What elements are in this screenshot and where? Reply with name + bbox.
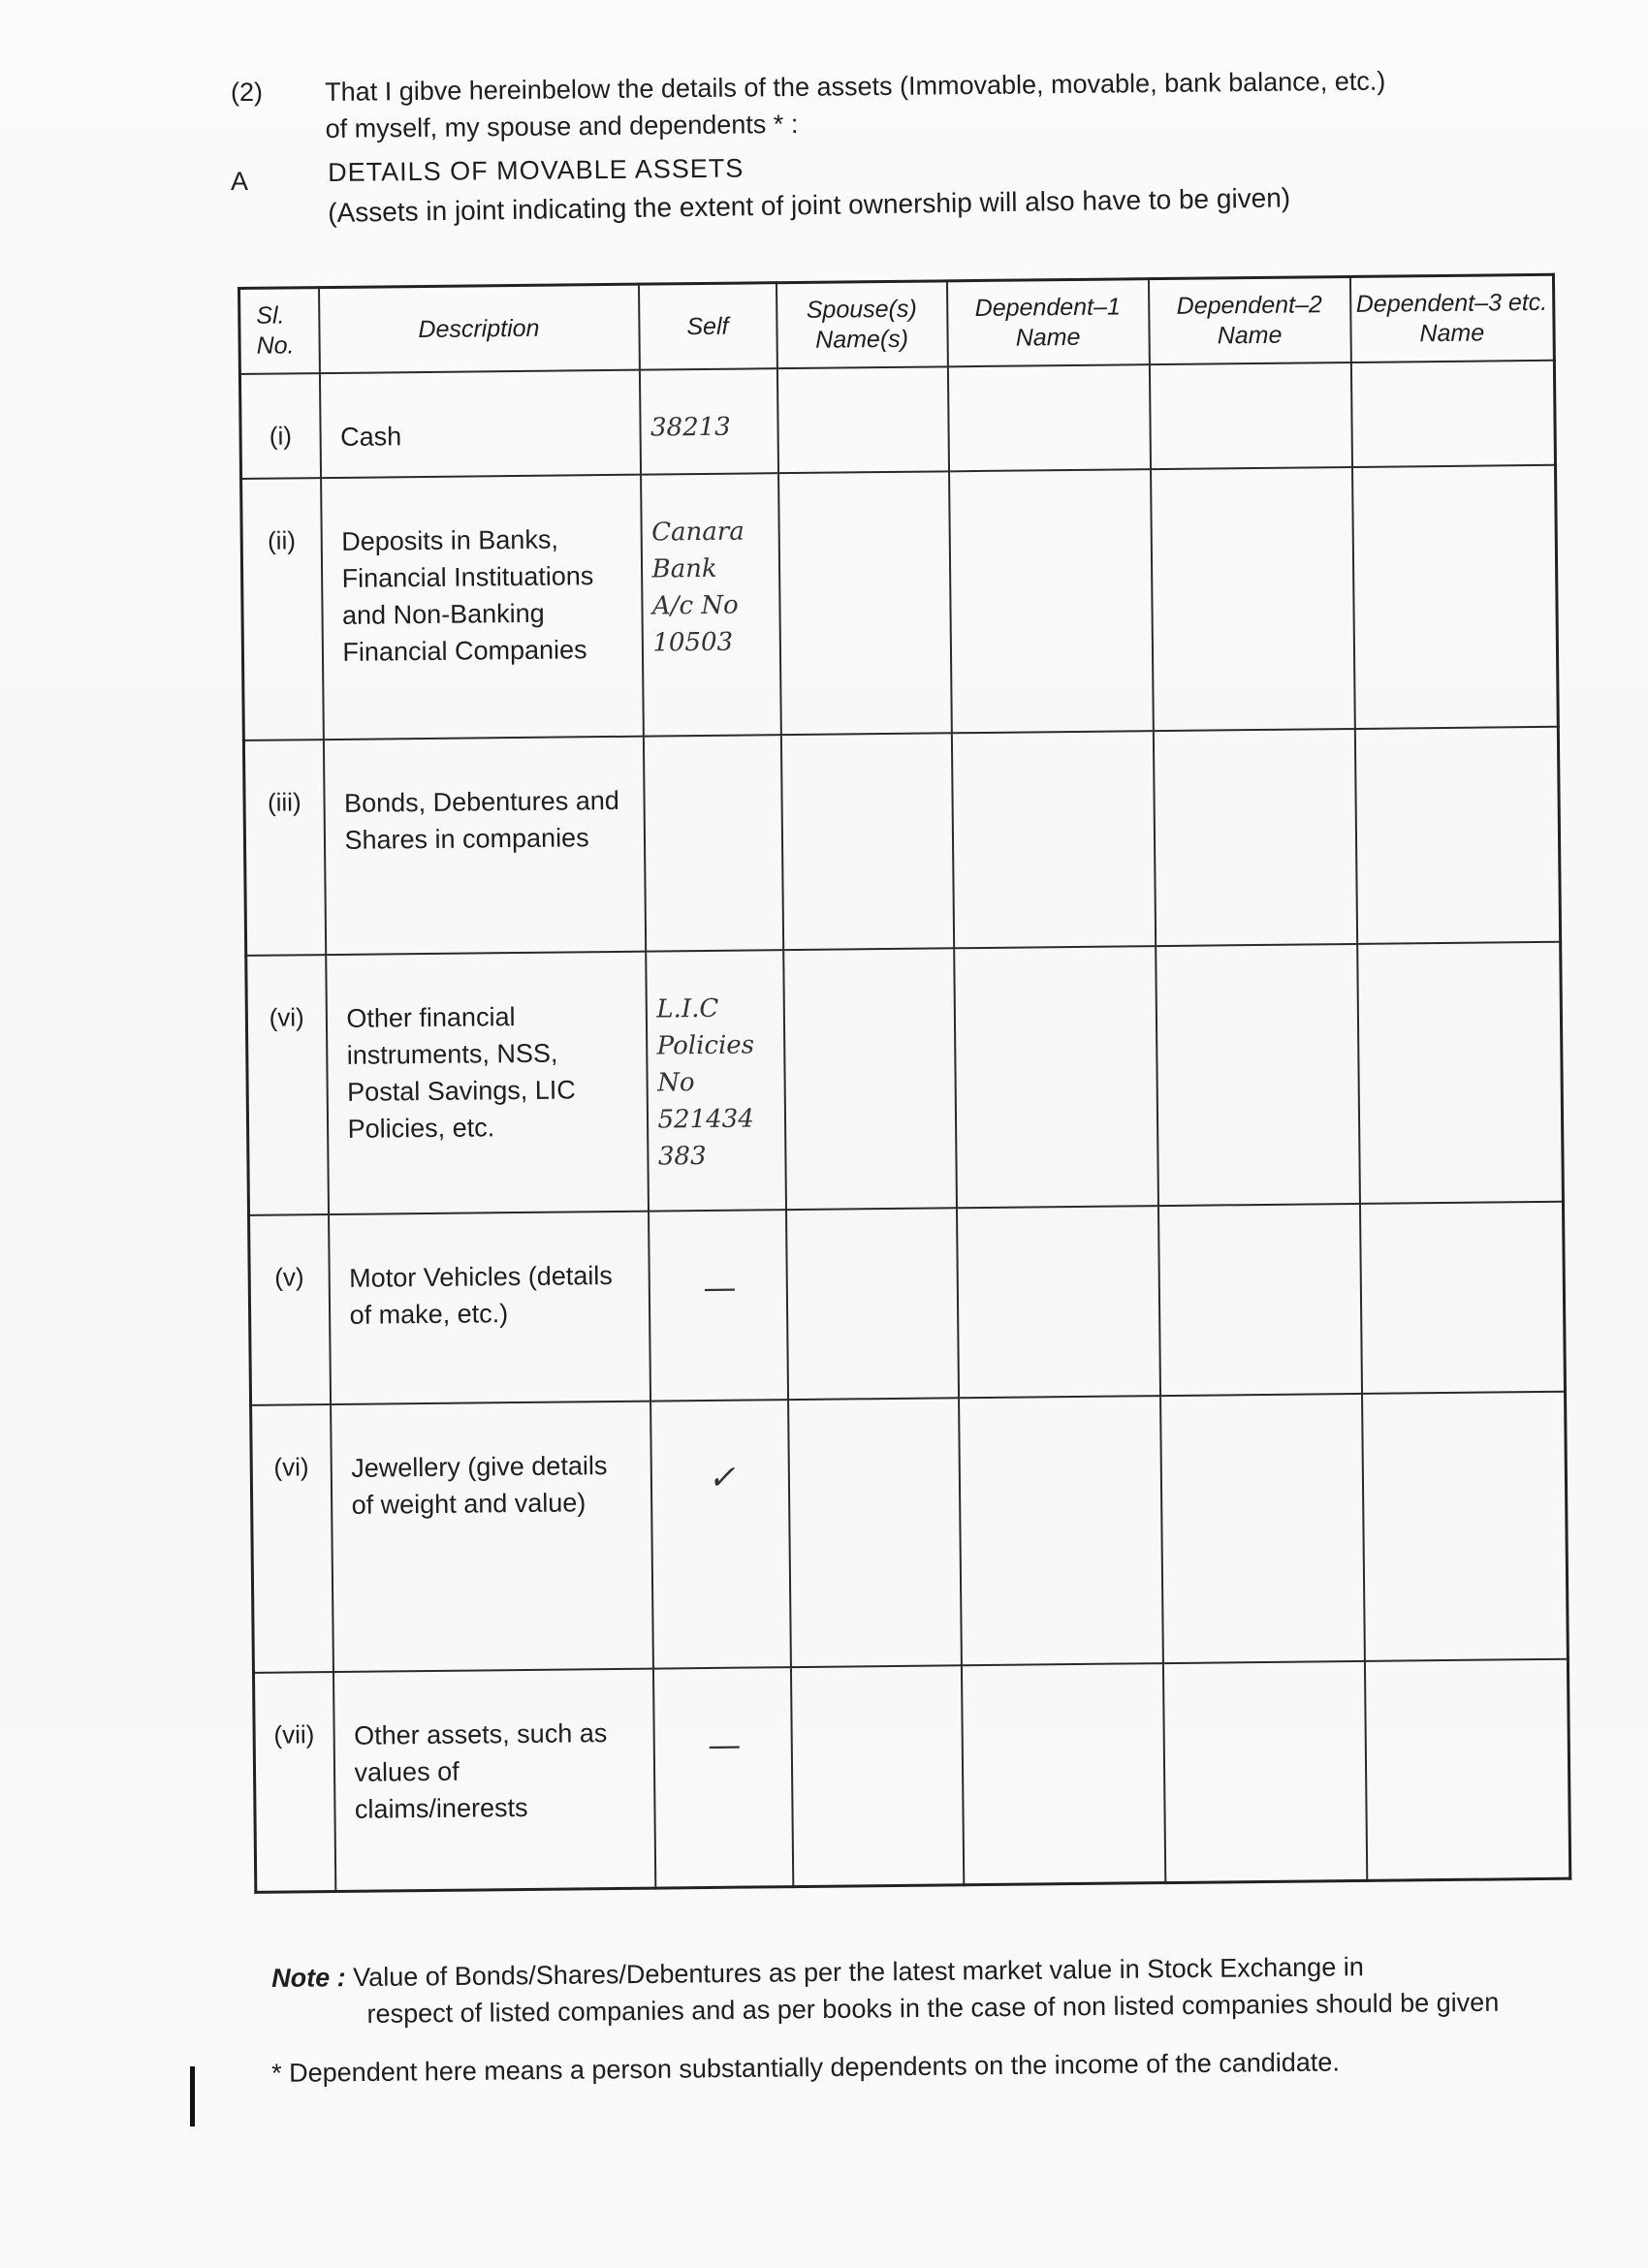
handwritten-entry: Canara	[651, 517, 745, 548]
row-dependent-3-cell	[1364, 1659, 1569, 1880]
header-dependent-2: Dependent–2 Name	[1148, 276, 1350, 364]
note-line-2: respect of listed companies and as per books in the case of non listed companies should be given	[366, 1987, 1500, 2029]
note-line-1: Value of Bonds/Shares/Debentures as per the latest market value in Stock Exchange in	[353, 1952, 1364, 1993]
row-description: Deposits in Banks, Financial Instituations and Non-Banking Financial Companies	[321, 475, 644, 740]
table-row	[249, 1202, 1566, 1405]
row-spouse-cell	[786, 1208, 959, 1400]
header-description: Description	[319, 284, 640, 373]
row-dependent-2-cell	[1162, 1661, 1366, 1882]
handwritten-entry: A/c No	[651, 590, 739, 621]
row-spouse-cell	[790, 1665, 963, 1886]
row-dependent-2-cell	[1149, 362, 1351, 469]
row-dependent-3-cell	[1350, 361, 1555, 467]
intro-line-2: of myself, my spouse and dependents * :	[325, 109, 799, 143]
handwritten-entry: No	[656, 1068, 695, 1098]
section-heading: DETAILS OF MOVABLE ASSETS	[328, 153, 745, 187]
row-sl: (vi)	[251, 1404, 333, 1673]
section-subnote: (Assets in joint indicating the extent of joint ownership will also have to be given)	[328, 182, 1291, 228]
row-dependent-1-cell	[961, 1663, 1164, 1884]
intro-paragraph	[325, 61, 1567, 147]
row-dependent-1-cell	[956, 1206, 1159, 1398]
handwritten-entry: 383	[657, 1141, 707, 1172]
handwritten-entry: 10503	[652, 627, 734, 658]
row-sl: (iii)	[243, 740, 325, 956]
movable-assets-table	[238, 273, 1571, 1894]
row-spouse-cell	[776, 366, 948, 473]
row-dependent-1-cell	[951, 731, 1155, 948]
table-row	[239, 361, 1555, 479]
row-description: Other assets, such as values of claims/inerests	[333, 1669, 654, 1891]
row-sl: (vii)	[253, 1672, 334, 1892]
handwritten-mark: ✓	[707, 1458, 736, 1497]
handwritten-mark: —	[708, 1725, 742, 1765]
handwritten-entry: Bank	[651, 553, 717, 584]
row-dependent-2-cell	[1156, 944, 1360, 1206]
handwritten-mark: —	[703, 1268, 737, 1308]
header-dependent-3: Dependent–3 etc. Name	[1349, 274, 1554, 362]
table-row	[251, 1392, 1569, 1673]
row-description: Cash	[319, 370, 640, 478]
row-dependent-3-cell	[1362, 1392, 1569, 1661]
margin-mark	[190, 2066, 195, 2126]
row-dependent-1-cell	[947, 364, 1150, 471]
row-description: Bonds, Debentures and Shares in companies	[323, 737, 645, 955]
movable-assets-table-wrapper	[238, 273, 1569, 1894]
row-self-value	[643, 735, 782, 951]
handwritten-entry: Policies	[656, 1030, 755, 1061]
valuation-note	[271, 1946, 1591, 2033]
row-dependent-2-cell	[1160, 1394, 1365, 1663]
handwritten-entry: 38213	[650, 412, 731, 443]
note-label: Note :	[271, 1963, 346, 1993]
table-row	[241, 465, 1559, 740]
row-self-value	[646, 950, 786, 1211]
handwritten-entry: 521434	[657, 1104, 754, 1135]
row-dependent-2-cell	[1151, 467, 1355, 731]
row-spouse-cell	[788, 1398, 962, 1667]
row-dependent-1-cell	[959, 1396, 1163, 1665]
row-spouse-cell	[778, 471, 952, 735]
row-self-value	[650, 1400, 791, 1668]
section-letter: A	[231, 167, 249, 196]
row-dependent-2-cell	[1157, 1204, 1361, 1396]
header-dependent-1: Dependent–1 Name	[946, 279, 1149, 367]
intro-line-1: That I gibve hereinbelow the details of the assets (Immovable, movable, bank balance, etc.)	[325, 66, 1386, 107]
table-header-row	[239, 274, 1555, 374]
row-dependent-3-cell	[1357, 942, 1564, 1204]
row-description: Motor Vehicles (details of make, etc.)	[329, 1212, 650, 1404]
row-description: Other financial instruments, NSS, Postal Savings, LIC Policies, etc.	[326, 952, 649, 1214]
row-dependent-3-cell	[1352, 465, 1559, 729]
row-sl: (v)	[249, 1214, 331, 1405]
row-dependent-3-cell	[1359, 1202, 1565, 1394]
row-sl: (ii)	[241, 478, 324, 740]
header-sl-no: Sl. No.	[239, 288, 320, 374]
table-row	[253, 1659, 1569, 1892]
row-spouse-cell	[783, 948, 957, 1210]
row-self-value	[641, 473, 781, 736]
paragraph-number: (2)	[231, 78, 263, 107]
handwritten-entry: L.I.C	[656, 993, 719, 1024]
row-dependent-1-cell	[954, 946, 1158, 1208]
table-row	[243, 727, 1560, 956]
row-sl: (i)	[239, 373, 320, 479]
row-self-value	[649, 1210, 788, 1401]
table-row	[246, 942, 1564, 1215]
row-sl: (vi)	[246, 955, 329, 1215]
row-dependent-3-cell	[1354, 727, 1560, 944]
header-spouse: Spouse(s) Name(s)	[776, 281, 947, 368]
row-self-value	[639, 368, 777, 474]
row-self-value	[652, 1667, 792, 1887]
header-self: Self	[638, 283, 776, 370]
row-dependent-2-cell	[1153, 729, 1356, 946]
row-description: Jewellery (give details of weight and value)	[331, 1402, 653, 1672]
dependent-footnote: * Dependent here means a person substantially dependents on the income of the candidate.	[271, 2047, 1341, 2088]
row-dependent-1-cell	[949, 469, 1154, 733]
row-spouse-cell	[780, 733, 953, 950]
